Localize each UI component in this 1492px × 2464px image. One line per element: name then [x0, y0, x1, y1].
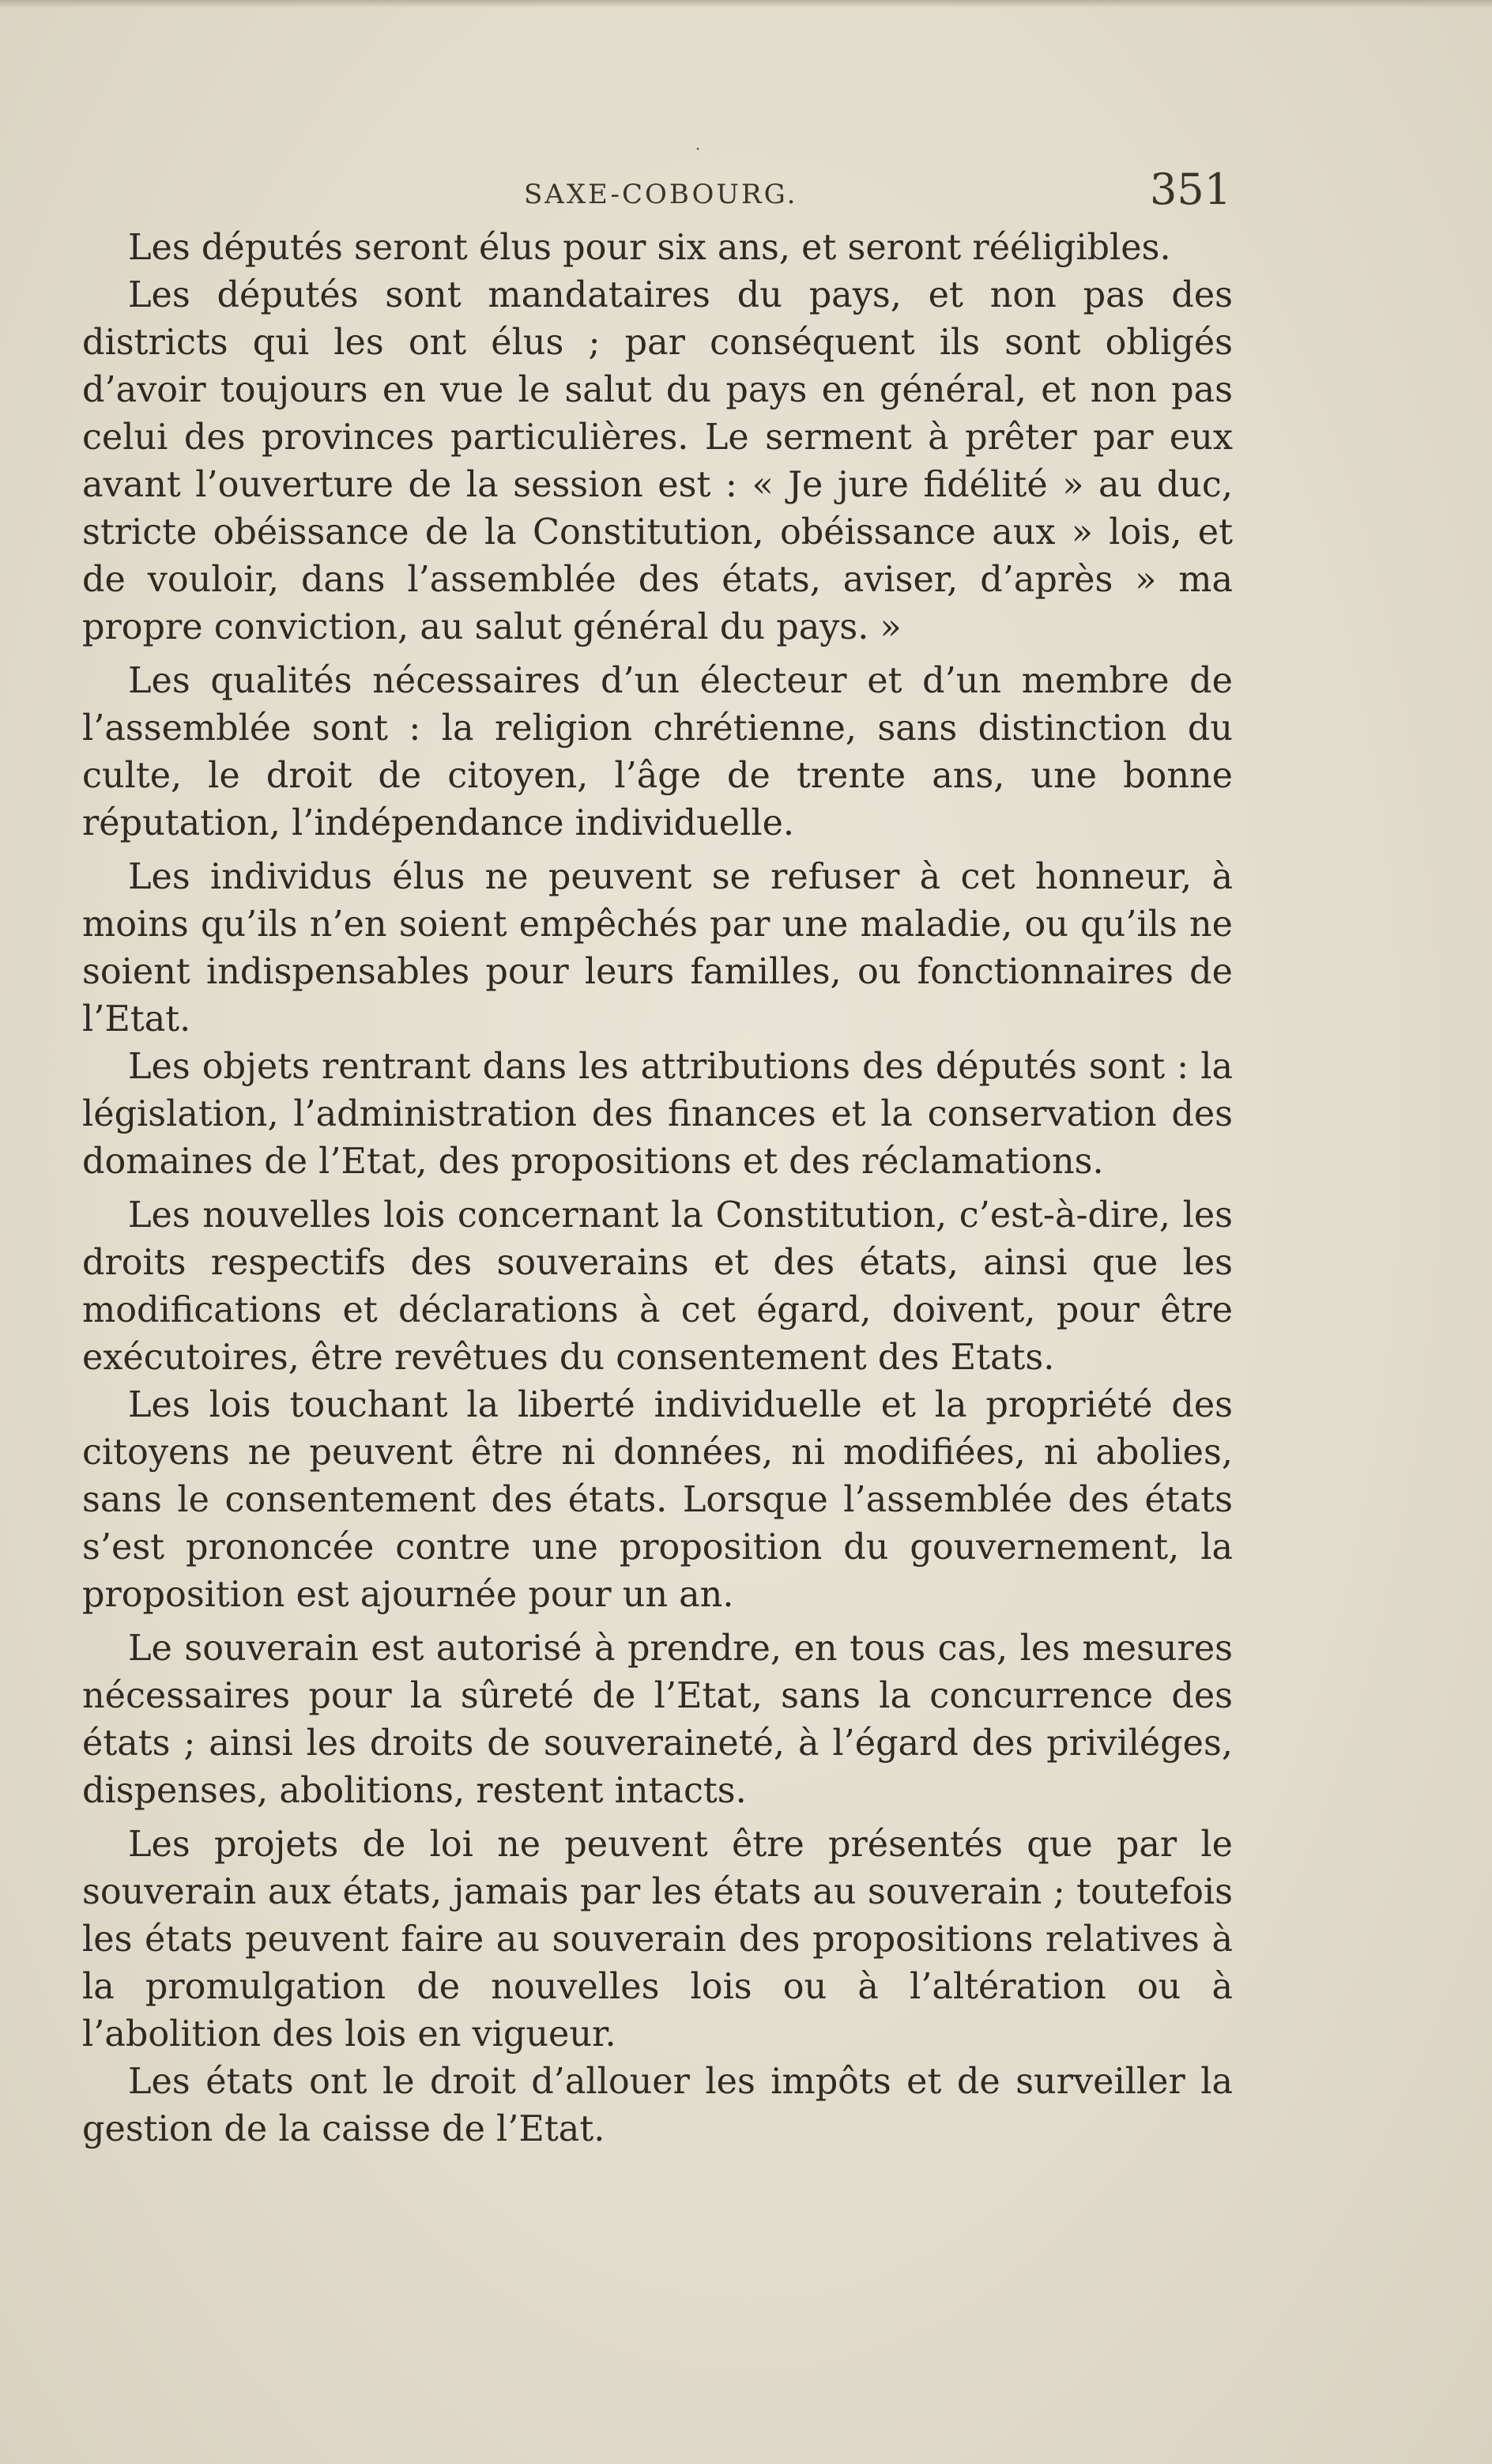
paragraph-deputies-attributions: Les objets rentrant dans les attributions des députés sont : la législation, l’administration des finances et la conservation des domaines de l’Etat, des propositions et des réclamations. [82, 1047, 1233, 1182]
header-ornament: · [695, 139, 701, 158]
page-top-edge [0, 0, 1492, 8]
running-title: SAXE-COBOURG. [524, 179, 798, 210]
paragraph-elector-qualities: Les qualités nécessaires d’un électeur et d’un membre de l’assemblée sont : la religion chrétienne, sans distinction du culte, le droit de citoyen, l’âge de trente ans, une bonne réputation, l’indépendance individuelle. [82, 661, 1233, 843]
paragraph-constitutional-laws: Les nouvelles lois concernant la Constitution, c’est-à-dire, les droits respectifs des souverains et des états, ainsi que les modifications et déclarations à cet égard, doivent, pour être exécutoires, être revêtues du consentement des Etats. [82, 1195, 1233, 1378]
page-number: 351 [1150, 164, 1232, 214]
paragraph-elected-obligation: Les individus élus ne peuvent se refuser à cet honneur, à moins qu’ils n’en soient empêchés par une maladie, ou qu’ils ne soient indispensables pour leurs familles, ou fonctionnaires de l’Etat. [82, 857, 1233, 1040]
paragraph-deputies-mandate-oath: Les députés sont mandataires du pays, et non pas des districts qui les ont élus ; par conséquent ils sont obligés d’avoir toujours en vue le salut du pays en général, et non pas celui des provinces particulières. Le serment à prêter par eux avant l’ouverture de la session est : « Je jure fidélité » au duc, stricte obéissance de la Constitution, obéissance aux » lois, et de vouloir, dans l’assemblée des états, aviser, d’après » ma propre conviction, au salut général du pays. » [82, 275, 1233, 647]
paragraph-taxation-rights: Les états ont le droit d’allouer les impôts et de surveiller la gestion de la caisse de l’Etat. [82, 2062, 1233, 2149]
paragraph-deputies-term: Les députés seront élus pour six ans, et seront rééligibles. [128, 228, 1171, 268]
paragraph-individual-liberty-laws: Les lois touchant la liberté individuelle et la propriété des citoyens ne peuvent être ni données, ni modifiées, ni abolies, sans le consentement des états. Lorsque l’assemblée des états s’est prononcée contre une proposition du gouvernement, la proposition est ajournée pour un an. [82, 1385, 1233, 1615]
paragraph-bill-proposals: Les projets de loi ne peuvent être présentés que par le souverain aux états, jamais par les états au souverain ; toutefois les états peuvent faire au souverain des propositions relatives à la promulgation de nouvelles lois ou à l’altération ou à l’abolition des lois en vigueur. [82, 1824, 1233, 2055]
paragraph-sovereign-measures: Le souverain est autorisé à prendre, en tous cas, les mesures nécessaires pour la sûreté de l’Etat, sans la concurrence des états ; ainsi les droits de souveraineté, à l’égard des priviléges, dispenses, abolitions, restent intacts. [82, 1628, 1233, 1811]
body-text [82, 225, 1233, 2153]
